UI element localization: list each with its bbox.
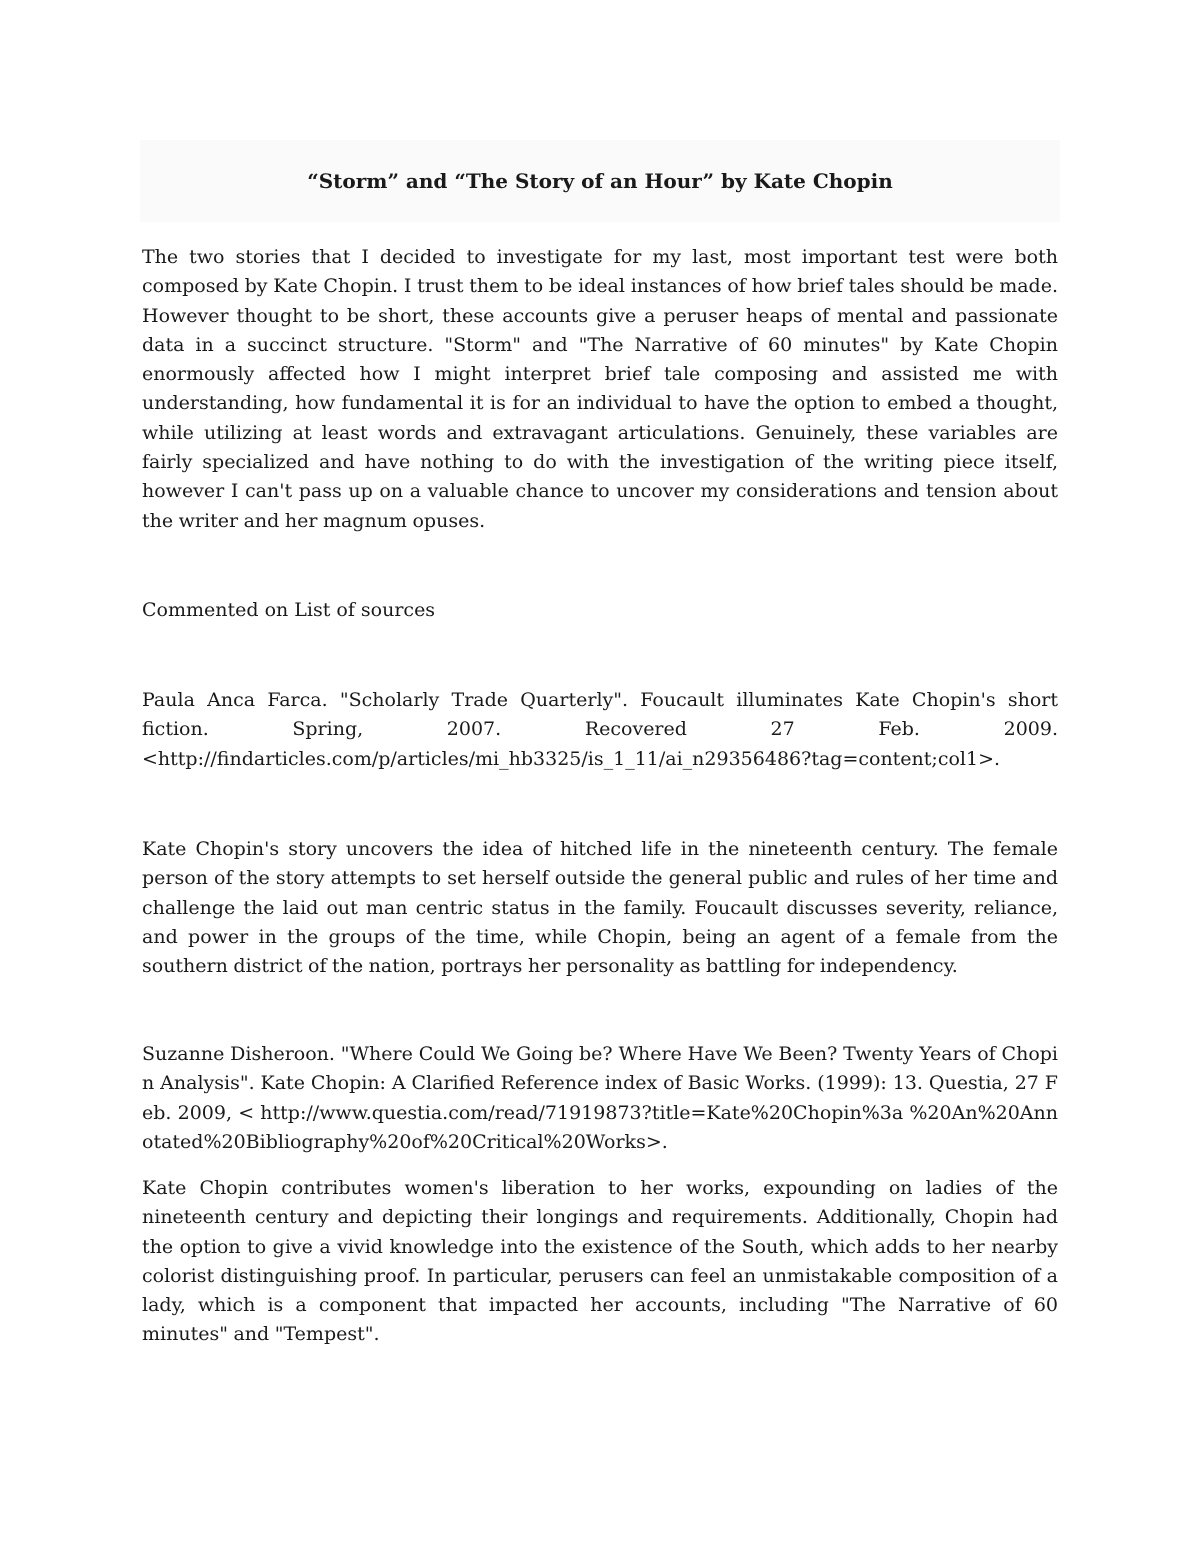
source-2-citation: Suzanne Disheroon. "Where Could We Going be? Where Have We Been? Twenty Years of Chopin Analysis". Kate Chopin: A Clarified Reference index of Basic Works. (1999): 13. Questia, 27 Feb. 2009, < http://www.questia.com/read/71919873?title=Kate%20Chopin%3a %20An%20Annotated%20Bibliography%20of%20Critical%20Works>. — [142, 1043, 1058, 1153]
sources-heading: Commented on List of sources — [142, 599, 436, 621]
source-2-annotation: Kate Chopin contributes women's liberation to her works, expounding on ladies of the nineteenth century and depicting their longings and requirements. Additionally, Chopin had the option to give a vivid knowledge into the existence of the South, which adds to her nearby colorist distinguishing proof. In particular, perusers can feel an unmistakable composition of a lady, which is a component that impacted her accounts, including "The Narrative of 60 minutes" and "Tempest". — [142, 1177, 1058, 1346]
source-1-annotation: Kate Chopin's story uncovers the idea of hitched life in the nineteenth century. The female person of the story attempts to set herself outside the general public and rules of her time and challenge the laid out man centric status in the family. Foucault discusses severity, reliance, and power in the groups of the time, while Chopin, being an agent of a female from the southern district of the nation, portrays her personality as battling for independency. — [142, 838, 1058, 978]
source-1-citation: Paula Anca Farca. "Scholarly Trade Quarterly". Foucault illuminates Kate Chopin's short fiction. Spring, 2007. Recovered 27 Feb. 2009. — [142, 689, 1058, 741]
source-1-url: <http://findarticles.com/p/articles/mi_hb3325/is_1_11/ai_n29356486?tag=content;col1>. — [142, 748, 1001, 770]
document-title: “Storm” and “The Story of an Hour” by Kate Chopin — [307, 169, 893, 193]
intro-paragraph: The two stories that I decided to investigate for my last, most important test were both composed by Kate Chopin. I trust them to be ideal instances of how brief tales should be made. However thought to be short, these accounts give a peruser heaps of mental and passionate data in a succinct structure. "Storm" and "The Narrative of 60 minutes" by Kate Chopin enormously affected how I might interpret brief tale composing and assisted me with understanding, how fundamental it is for an individual to have the option to embed a thought, while utilizing at least words and extravagant articulations. Genuinely, these variables are fairly specialized and have nothing to do with the investigation of the writing piece itself, however I can't pass up on a valuable chance to uncover my considerations and tension about the writer and her magnum opuses. — [142, 246, 1058, 532]
